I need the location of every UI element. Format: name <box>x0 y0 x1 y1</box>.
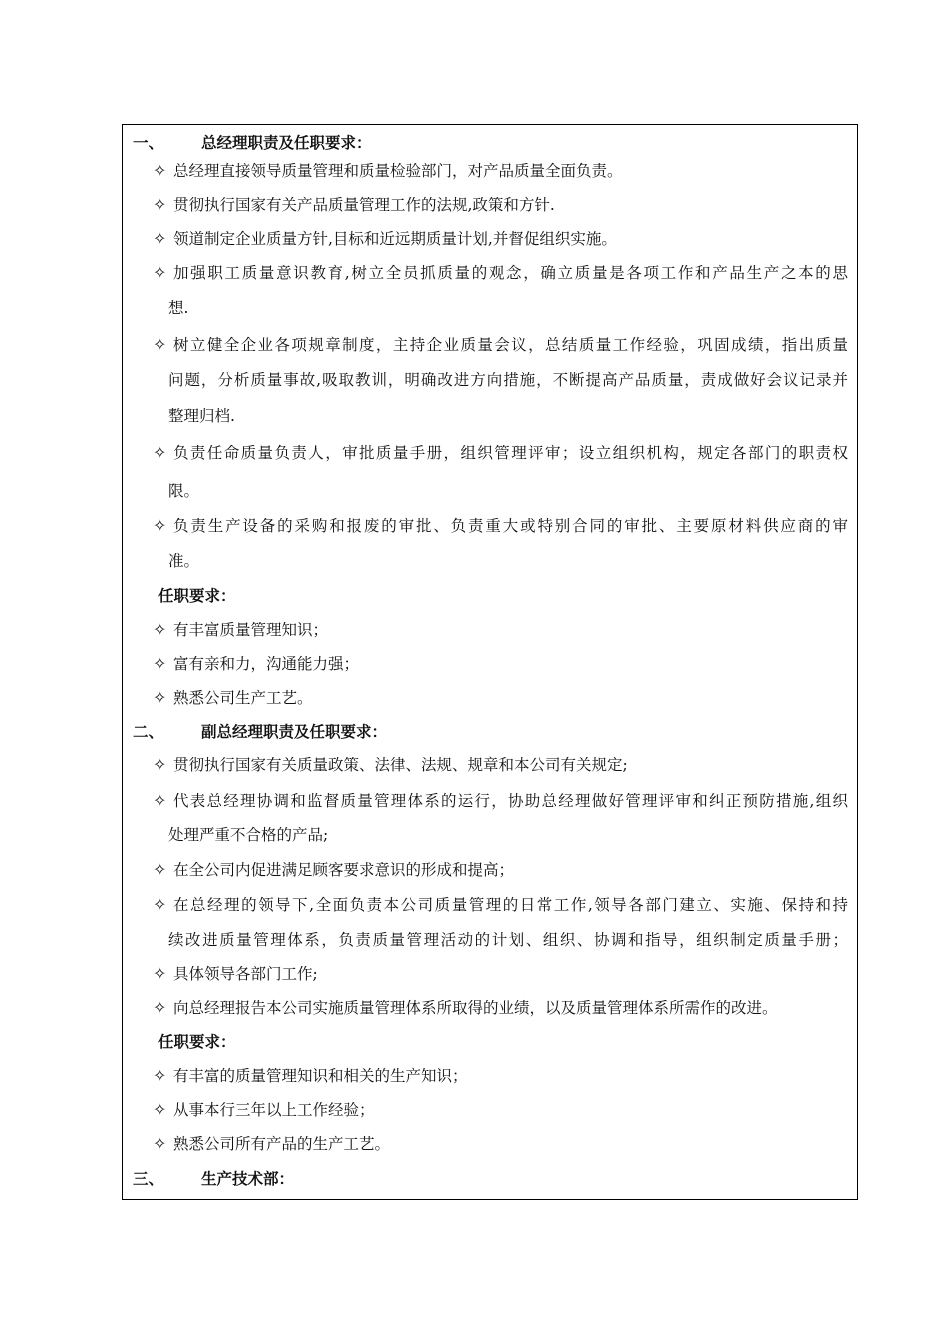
requirement-text: 熟悉公司生产工艺。 <box>173 689 313 707</box>
list-item-text: 加强职工质量意识教育,树立全员抓质量的观念，确立质量是各项工作和产品生产之本的思 <box>173 264 848 282</box>
list-item-text: 准。 <box>168 552 200 570</box>
requirement-text: 富有亲和力，沟通能力强； <box>173 655 360 673</box>
diamond-bullet-icon: ✧ <box>153 516 167 535</box>
diamond-bullet-icon: ✧ <box>153 1134 167 1153</box>
list-item-continuation <box>123 544 857 578</box>
list-item <box>123 222 857 256</box>
list-item <box>123 328 857 362</box>
section-title: 总经理职责及任职要求： <box>201 133 372 152</box>
list-item <box>123 436 857 470</box>
list-item <box>123 853 857 887</box>
requirement-text: 熟悉公司所有产品的生产工艺。 <box>173 1135 391 1153</box>
diamond-bullet-icon: ✧ <box>153 263 167 282</box>
requirement-item <box>123 613 857 647</box>
diamond-bullet-icon: ✧ <box>153 443 167 462</box>
section-number: 一、 <box>133 133 165 152</box>
list-item-text: 负责任命质量负责人，审批质量手册，组织管理评审；设立组织机构，规定各部门的职责权 <box>173 444 848 462</box>
list-item-text: 代表总经理协调和监督质量管理体系的运行，协助总经理做好管理评审和纠正预防措施,组织 <box>173 792 848 810</box>
list-item-text: 领道制定企业质量方针,目标和近远期质量计划,并督促组织实施。 <box>173 230 617 248</box>
list-item-text: 想. <box>168 299 189 317</box>
diamond-bullet-icon: ✧ <box>153 688 167 707</box>
requirements-label <box>123 579 857 613</box>
list-item-text: 具体领导各部门工作; <box>173 965 318 983</box>
list-item-continuation <box>123 474 857 508</box>
list-item-continuation <box>123 399 857 433</box>
section-heading-3 <box>123 1162 857 1196</box>
list-item-text: 问题，分析质量事故,吸取教训，明确改进方向措施，不断提高产品质量，责成做好会议记录并 <box>168 371 848 389</box>
list-item-text: 贯彻执行国家有关产品质量管理工作的法规,政策和方针. <box>173 196 555 214</box>
section-number: 三、 <box>133 1169 165 1188</box>
requirement-item <box>123 681 857 715</box>
list-item-text: 树立健全企业各项规章制度，主持企业质量会议，总结质量工作经验，巩固成绩，指出质量 <box>173 336 848 354</box>
list-item <box>123 991 857 1025</box>
list-item <box>123 188 857 222</box>
requirements-label <box>123 1025 857 1059</box>
list-item <box>123 957 857 991</box>
diamond-bullet-icon: ✧ <box>153 335 167 354</box>
diamond-bullet-icon: ✧ <box>153 1066 167 1085</box>
diamond-bullet-icon: ✧ <box>153 755 167 774</box>
section-title: 生产技术部： <box>201 1169 295 1188</box>
list-item <box>123 256 857 290</box>
requirement-item <box>123 1127 857 1161</box>
requirements-label-text: 任职要求： <box>158 586 236 605</box>
diamond-bullet-icon: ✧ <box>153 860 167 879</box>
list-item-continuation <box>123 363 857 397</box>
diamond-bullet-icon: ✧ <box>153 654 167 673</box>
requirement-item <box>123 647 857 681</box>
diamond-bullet-icon: ✧ <box>153 964 167 983</box>
list-item-text: 贯彻执行国家有关质量政策、法律、法规、规章和本公司有关规定; <box>173 756 628 774</box>
diamond-bullet-icon: ✧ <box>153 195 167 214</box>
list-item-text: 在总经理的领导下,全面负责本公司质量管理的日常工作,领导各部门建立、实施、保持和持 <box>173 896 848 914</box>
list-item <box>123 888 857 922</box>
requirement-text: 有丰富质量管理知识； <box>173 621 329 639</box>
section-number: 二、 <box>133 722 165 741</box>
list-item-text: 向总经理报告本公司实施质量管理体系所取得的业绩，以及质量管理体系所需作的改进。 <box>173 999 778 1017</box>
requirement-item <box>123 1093 857 1127</box>
list-item-text: 续改进质量管理体系，负责质量管理活动的计划、组织、协调和指导，组织制定质量手册； <box>168 931 848 949</box>
diamond-bullet-icon: ✧ <box>153 161 167 180</box>
list-item-text: 限。 <box>168 482 200 500</box>
list-item-text: 在全公司内促进满足顾客要求意识的形成和提高； <box>173 861 515 879</box>
list-item <box>123 748 857 782</box>
list-item <box>123 154 857 188</box>
diamond-bullet-icon: ✧ <box>153 998 167 1017</box>
list-item-text: 处理严重不合格的产品; <box>168 826 329 844</box>
section-title: 副总经理职责及任职要求： <box>201 722 388 741</box>
diamond-bullet-icon: ✧ <box>153 895 167 914</box>
document-frame <box>122 124 858 1200</box>
list-item-text: 负责生产设备的采购和报废的审批、负责重大或特别合同的审批、主要原材料供应商的审 <box>173 517 848 535</box>
list-item-continuation <box>123 923 857 957</box>
diamond-bullet-icon: ✧ <box>153 620 167 639</box>
list-item <box>123 784 857 818</box>
requirement-text: 从事本行三年以上工作经验； <box>173 1101 375 1119</box>
list-item-continuation <box>123 291 857 325</box>
diamond-bullet-icon: ✧ <box>153 1100 167 1119</box>
list-item <box>123 509 857 543</box>
requirement-text: 有丰富的质量管理知识和相关的生产知识； <box>173 1067 468 1085</box>
list-item-text: 总经理直接领导质量管理和质量检验部门，对产品质量全面负责。 <box>173 162 623 180</box>
list-item-text: 整理归档. <box>168 407 235 425</box>
list-item-continuation <box>123 818 857 852</box>
section-heading-2 <box>123 715 857 749</box>
requirements-label-text: 任职要求： <box>158 1032 236 1051</box>
requirement-item <box>123 1059 857 1093</box>
diamond-bullet-icon: ✧ <box>153 791 167 810</box>
diamond-bullet-icon: ✧ <box>153 229 167 248</box>
